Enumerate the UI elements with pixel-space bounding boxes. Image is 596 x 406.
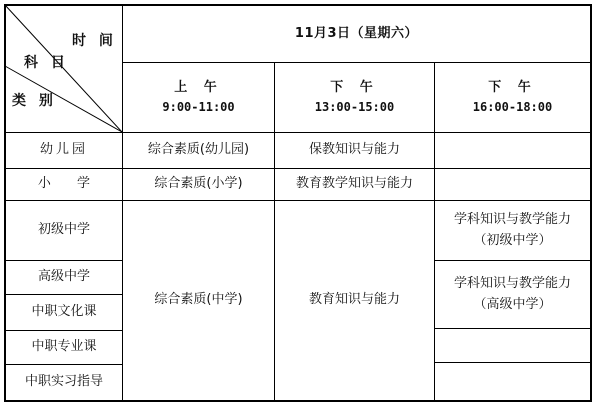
subject-secondary-am: 综合素质(中学) xyxy=(154,292,243,308)
category-vocational-major: 中职专业课 xyxy=(31,339,97,355)
divider-row6-right xyxy=(434,362,592,363)
exam-date: 11月3日（星期六） xyxy=(294,25,419,41)
subject-primary-am: 综合素质(小学) xyxy=(154,176,243,192)
subject-line: 学科知识与教学能力 xyxy=(453,212,571,228)
border-bottom xyxy=(4,400,592,402)
category-senior-middle: 高级中学 xyxy=(37,269,90,285)
subject-line: （初级中学） xyxy=(473,232,552,248)
subject-secondary-pm: 教育知识与能力 xyxy=(308,292,400,308)
session-time: 13:00-15:00 xyxy=(314,100,395,115)
category-primary: 小 学 xyxy=(37,176,91,192)
category-vocational-culture: 中职文化课 xyxy=(31,304,97,320)
category-vocational-practice: 中职实习指导 xyxy=(24,374,103,390)
subject-line: 学科知识与教学能力 xyxy=(453,276,571,292)
session-period: 下 午 xyxy=(488,80,537,96)
session-morning xyxy=(123,63,274,132)
session-time: 9:00-11:00 xyxy=(162,100,235,115)
corner-subject-label: 科 目 xyxy=(24,55,69,71)
corner-time-label: 时 间 xyxy=(72,33,117,49)
session-afternoon-2 xyxy=(435,63,590,132)
subject-primary-pm: 教育教学知识与能力 xyxy=(295,176,413,192)
subject-kindergarten-pm: 保教知识与能力 xyxy=(308,142,400,158)
border-right xyxy=(590,4,592,402)
divider-row5-right xyxy=(434,328,592,329)
session-time: 16:00-18:00 xyxy=(472,100,553,115)
session-afternoon-1 xyxy=(275,63,434,132)
session-period: 上 午 xyxy=(174,80,223,96)
category-kindergarten: 幼儿园 xyxy=(39,142,88,158)
subject-line: （高级中学） xyxy=(473,296,552,312)
exam-schedule-table xyxy=(4,4,592,402)
subject-kindergarten-am: 综合素质(幼儿园) xyxy=(147,142,250,158)
category-junior-middle: 初级中学 xyxy=(37,222,90,238)
corner-category-label: 类 别 xyxy=(12,93,57,109)
subject-junior-pm2 xyxy=(435,201,590,260)
subject-senior-pm2 xyxy=(435,261,590,328)
session-period: 下 午 xyxy=(330,80,379,96)
